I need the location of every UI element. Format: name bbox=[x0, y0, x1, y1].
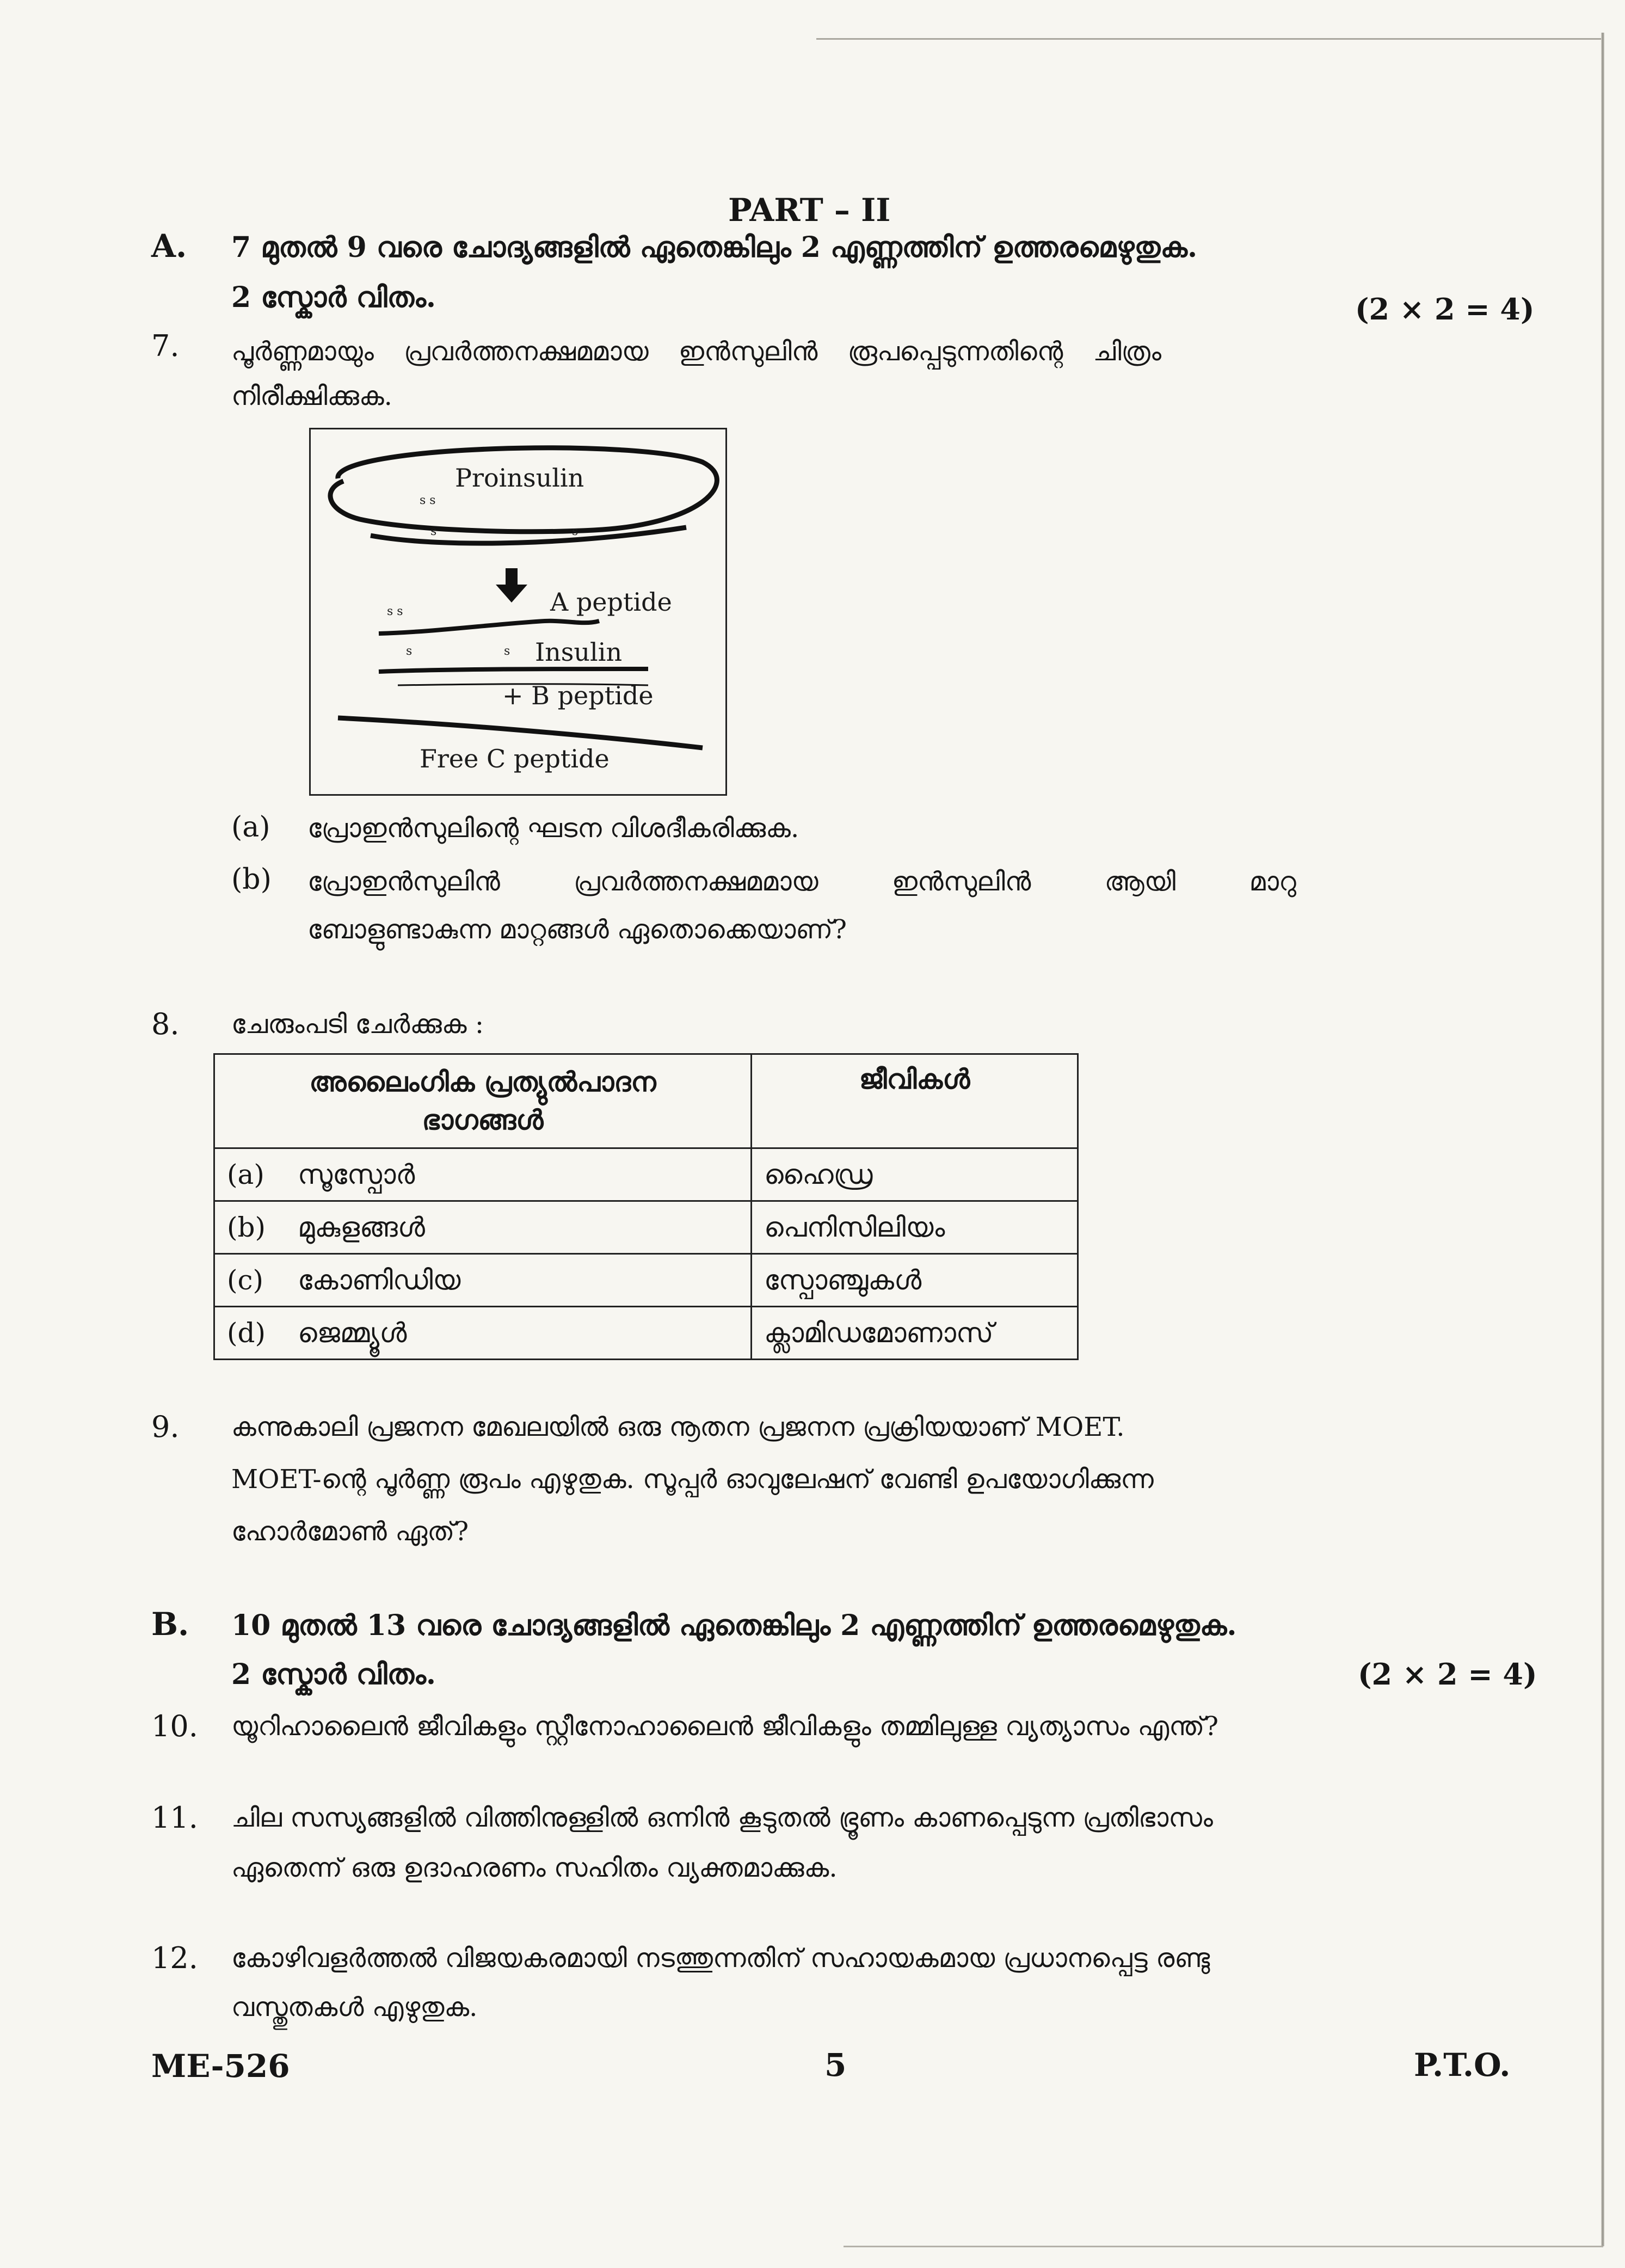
section-b-instruction: 10 മുതൽ 13 വരെ ചോദ്യങ്ങളിൽ ഏതെങ്കിലും 2 എണ്ണത്തിന് ഉത്തരമെഴുതുക. bbox=[231, 1609, 1237, 1642]
down-arrow-icon bbox=[496, 568, 527, 603]
q7a-label: (a) bbox=[231, 811, 270, 844]
q7-text-line1: പൂർണ്ണമായും പ്രവർത്തനക്ഷമമായ ഇൻസുലിൻ രൂപപ്പെടുന്നതിന്റെ ചിത്രം bbox=[231, 336, 1161, 367]
a-peptide-chain bbox=[379, 621, 599, 634]
q11-text-line2: ഏതെന്ന് ഒരു ഉദാഹരണം സഹിതം വ്യക്തമാക്കുക. bbox=[231, 1853, 838, 1883]
q12-number: 12. bbox=[151, 1941, 198, 1975]
label-insulin: Insulin bbox=[535, 637, 623, 667]
free-c-peptide-chain bbox=[338, 718, 703, 748]
label-a-peptide: A peptide bbox=[550, 587, 672, 617]
match-table-header bbox=[214, 1054, 1078, 1148]
ss-bond-4: s s bbox=[387, 605, 403, 618]
part-name: മുകുളങ്ങൾ bbox=[298, 1211, 425, 1243]
q12-text-line1: കോഴിവളർത്തൽ വിജയകരമായി നടത്തുന്നതിന് സഹായകമായ പ്രധാനപ്പെട്ട രണ്ടു bbox=[231, 1943, 1210, 1974]
q11-text-line1: ചില സസ്യങ്ങളിൽ വിത്തിനുള്ളിൽ ഒന്നിൻ കൂടുതൽ ഭ്രൂണം കാണപ്പെടുന്ന പ്രതിഭാസം bbox=[231, 1803, 1213, 1833]
section-a-instruction: 7 മുതൽ 9 വരെ ചോദ്യങ്ങളിൽ ഏതെങ്കിലും 2 എണ്ണത്തിന് ഉത്തരമെഴുതുക. bbox=[231, 231, 1198, 264]
page-bottom-edge bbox=[844, 2246, 1603, 2247]
col-header-line2: ഭാഗങ്ങൾ bbox=[422, 1104, 544, 1136]
organism-name: സ്പോഞ്ചുകൾ bbox=[752, 1254, 1078, 1307]
q7b-text-line2: ബോളുണ്ടാകുന്ന മാറ്റങ്ങൾ ഏതൊക്കെയാണ്? bbox=[307, 914, 847, 945]
organism-name: ഹൈഡ്ര bbox=[752, 1148, 1078, 1201]
section-b-score-note: 2 സ്കോർ വിതം. bbox=[231, 1658, 436, 1691]
match-table bbox=[213, 1053, 1079, 1360]
table-row bbox=[214, 1254, 1078, 1307]
q8-number: 8. bbox=[151, 1007, 180, 1041]
row-label: (a) bbox=[227, 1158, 264, 1190]
ss-bond-1: s s bbox=[420, 494, 436, 507]
page-right-edge bbox=[1601, 33, 1604, 2246]
ss-bond-5: s bbox=[406, 644, 413, 658]
ss-bond-3: s bbox=[572, 525, 578, 538]
table-cell bbox=[214, 1254, 752, 1307]
section-a-letter: A. bbox=[151, 228, 187, 265]
q10-text: യൂറിഹാലൈൻ ജീവികളും സ്റ്റീനോഹാലൈൻ ജീവികളും തമ്മിലുള്ള വ്യത്യാസം എന്ത്? bbox=[231, 1711, 1219, 1742]
q7-text-line2: നിരീക്ഷിക്കുക. bbox=[231, 381, 392, 411]
page-top-edge bbox=[816, 38, 1603, 40]
paper-code: ME-526 bbox=[151, 2048, 290, 2085]
row-label: (b) bbox=[227, 1211, 266, 1243]
ss-bond-2: s bbox=[430, 525, 437, 538]
row-label: (c) bbox=[227, 1264, 264, 1296]
label-free-c-peptide: Free C peptide bbox=[420, 744, 610, 773]
table-cell bbox=[214, 1307, 752, 1360]
pto-note: P.T.O. bbox=[1414, 2046, 1511, 2083]
insulin-chain bbox=[379, 669, 648, 672]
organism-name: ക്ലാമിഡമോണാസ് bbox=[752, 1307, 1078, 1360]
section-b-marks: (2 × 2 = 4) bbox=[1358, 1657, 1537, 1692]
part-name: ജെമ്മ്യൂൾ bbox=[298, 1317, 407, 1349]
row-label: (d) bbox=[227, 1317, 266, 1349]
q9-text-line1: കന്നുകാലി പ്രജനന മേഖലയിൽ ഒരു നൂതന പ്രജനന പ്രക്രിയയാണ് MOET. bbox=[231, 1412, 1125, 1442]
table-cell bbox=[214, 1201, 752, 1254]
q9-text-line3: ഹോർമോൺ ഏത്? bbox=[231, 1516, 469, 1547]
organism-name: പെനിസിലിയം bbox=[752, 1201, 1078, 1254]
table-row bbox=[214, 1307, 1078, 1360]
part-name: കോണിഡിയ bbox=[298, 1264, 461, 1296]
page-number: 5 bbox=[824, 2046, 847, 2083]
section-a-score-note: 2 സ്കോർ വിതം. bbox=[231, 281, 436, 314]
q9-number: 9. bbox=[151, 1410, 180, 1444]
q11-number: 11. bbox=[151, 1800, 198, 1835]
q7a-text: പ്രോഇൻസുലിന്റെ ഘടന വിശദീകരിക്കുക. bbox=[307, 813, 799, 844]
q12-text-line2: വസ്തുതകൾ എഴുതുക. bbox=[231, 1992, 478, 2023]
table-row bbox=[214, 1148, 1078, 1201]
q9-text-line2: MOET-ന്റെ പൂർണ്ണ രൂപം എഴുതുക. സൂപ്പർ ഓവുലേഷന് വേണ്ടി ഉപയോഗിക്കുന്ന bbox=[231, 1464, 1154, 1495]
q7b-label: (b) bbox=[231, 863, 272, 896]
q10-number: 10. bbox=[151, 1709, 198, 1743]
q8-prompt: ചേരുംപടി ചേർക്കുക : bbox=[231, 1009, 484, 1040]
table-cell bbox=[214, 1148, 752, 1201]
table-row bbox=[214, 1201, 1078, 1254]
section-a-marks: (2 × 2 = 4) bbox=[1355, 292, 1535, 327]
col-header-reproductive-parts bbox=[214, 1054, 752, 1148]
q7b-text-line1: പ്രോഇൻസുലിൻ പ്രവർത്തനക്ഷമമായ ഇൻസുലിൻ ആയി മാറു bbox=[307, 866, 1296, 897]
part-name: സൂസ്പോർ bbox=[298, 1158, 415, 1190]
label-proinsulin: Proinsulin bbox=[455, 463, 584, 493]
label-b-peptide: + B peptide bbox=[502, 681, 654, 710]
col-header-organisms: ജീവികൾ bbox=[752, 1054, 1078, 1148]
ss-bond-6: s bbox=[504, 644, 510, 658]
insulin-formation-figure bbox=[309, 428, 727, 796]
col-header-line1: അലൈംഗിക പ്രത്യുൽപാദന bbox=[309, 1066, 656, 1098]
part-heading: PART – II bbox=[728, 192, 891, 229]
q7-number: 7. bbox=[151, 329, 180, 363]
section-b-letter: B. bbox=[151, 1606, 189, 1643]
